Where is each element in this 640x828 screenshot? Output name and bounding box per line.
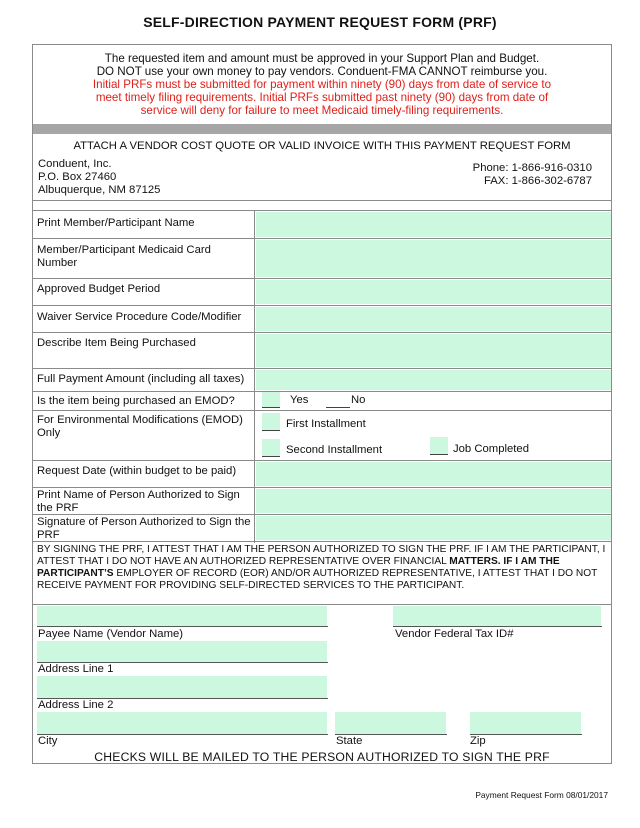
vendor-address-city: Albuquerque, NM 87125: [38, 184, 161, 196]
notice-red-line-1: Initial PRFs must be submitted for payment within ninety (90) days from date of service to: [92, 78, 552, 91]
waiver-code-label: Waiver Service Procedure Code/Modifier: [37, 311, 242, 323]
vendor-address-name: Conduent, Inc.: [38, 158, 112, 170]
authorized-signature-label: Signature of Person Authorized to Sign the PRF: [37, 516, 251, 541]
emod-no-checkbox[interactable]: [326, 392, 350, 408]
state-input[interactable]: [335, 712, 446, 734]
city-underline: [37, 734, 328, 735]
row-divider: [32, 487, 612, 488]
contact-info: [473, 162, 592, 188]
payment-amount-label: Full Payment Amount (including all taxes): [37, 373, 245, 385]
section-divider-bar: [33, 124, 611, 134]
member-name-label: Print Member/Participant Name: [37, 217, 195, 229]
emod-question-label: Is the item being purchased an EMOD?: [37, 395, 235, 407]
divider: [32, 210, 612, 211]
vendor-address-box: P.O. Box 27460: [38, 171, 117, 183]
second-installment-checkbox[interactable]: [262, 439, 280, 457]
notice-block: [33, 52, 611, 117]
payment-amount-input[interactable]: [256, 370, 611, 390]
row-divider: [32, 238, 612, 239]
job-completed-label: Job Completed: [453, 443, 529, 455]
fax-number: FAX: 1-866-302-6787: [483, 175, 592, 187]
row-divider: [32, 460, 612, 461]
zip-input[interactable]: [470, 712, 581, 734]
address-line-1-input[interactable]: [37, 641, 327, 662]
notice-line-2: DO NOT use your own money to pay vendors. Conduent-FMA CANNOT reimburse you.: [96, 65, 548, 78]
attestation-bold: MATTERS. IF I AM THE PARTICIPANT’S: [37, 556, 560, 579]
authorized-signature-input[interactable]: [256, 516, 611, 540]
emod-yes-checkbox[interactable]: [262, 392, 280, 408]
budget-period-input[interactable]: [256, 280, 611, 304]
divider: [32, 200, 612, 201]
row-divider: [32, 305, 612, 306]
phone-number: Phone: 1-866-916-0310: [472, 162, 592, 174]
attestation-part-2: EMPLOYER OF RECORD (EOR) AND/OR AUTHORIZED REPRESENTATIVE, I ATTEST THAT I DO NOT RECEIVE PAYMENT FOR PROVIDING SELF-DIRECTED SERVICES TO THE PARTICIPANT.: [37, 568, 598, 591]
row-divider: [32, 278, 612, 279]
emod-no-label: No: [351, 394, 366, 406]
address-line-2-input[interactable]: [37, 676, 327, 698]
second-installment-label: Second Installment: [286, 444, 383, 456]
job-completed-checkbox[interactable]: [430, 437, 448, 455]
payee-name-underline: [37, 626, 328, 627]
emod-yes-label: Yes: [290, 394, 309, 406]
payee-name-input[interactable]: [37, 606, 327, 626]
medicaid-card-input[interactable]: [256, 240, 611, 277]
first-installment-checkbox[interactable]: [262, 413, 280, 431]
first-installment-label: First Installment: [286, 418, 366, 430]
divider: [32, 604, 612, 605]
medicaid-card-label: Member/Participant Medicaid Card Number: [37, 244, 211, 269]
notice-red-line-3: service will deny for failure to meet Medicaid timely-filing requirements.: [140, 104, 504, 117]
tax-id-underline: [393, 626, 602, 627]
budget-period-label: Approved Budget Period: [37, 283, 161, 295]
attestation-text: [37, 544, 609, 592]
row-divider: [32, 368, 612, 369]
row-divider: [32, 391, 612, 392]
address-line-1-label: Address Line 1: [38, 663, 114, 675]
waiver-code-input[interactable]: [256, 307, 611, 331]
city-label: City: [38, 735, 58, 747]
row-divider: [32, 332, 612, 333]
member-name-input[interactable]: [256, 212, 611, 237]
notice-line-1: The requested item and amount must be approved in your Support Plan and Budget.: [104, 52, 540, 65]
tax-id-input[interactable]: [393, 606, 601, 626]
authorized-name-input[interactable]: [256, 489, 611, 513]
form-title: SELF-DIRECTION PAYMENT REQUEST FORM (PRF): [143, 14, 497, 30]
attach-instruction: ATTACH A VENDOR COST QUOTE OR VALID INVOICE WITH THIS PAYMENT REQUEST FORM: [73, 140, 571, 152]
form-version-footer: Payment Request Form 08/01/2017: [475, 790, 608, 800]
checks-mailed-note: CHECKS WILL BE MAILED TO THE PERSON AUTHORIZED TO SIGN THE PRF: [94, 750, 550, 764]
row-divider: [32, 410, 612, 411]
emod-only-label: For Environmental Modifications (EMOD) Only: [37, 414, 243, 439]
tax-id-label: Vendor Federal Tax ID#: [395, 628, 514, 640]
address-line-2-label: Address Line 2: [38, 699, 114, 711]
vendor-address: [38, 158, 160, 197]
zip-underline: [470, 734, 582, 735]
column-divider: [254, 210, 255, 543]
attestation-part-1: BY SIGNING THE PRF, I ATTEST THAT I AM THE PERSON AUTHORIZED TO SIGN THE PRF. IF I AM THE PARTICIPANT, I ATTEST THAT I DO NOT HAVE AN AUTHORIZED REPRESENTATIVE OVER FINANCIAL: [37, 544, 606, 567]
item-description-input[interactable]: [256, 334, 611, 367]
item-description-label: Describe Item Being Purchased: [37, 337, 196, 349]
request-date-label: Request Date (within budget to be paid): [37, 465, 237, 477]
city-input[interactable]: [37, 712, 327, 734]
notice-red-line-2: meet timely filing requirements. Initial PRFs submitted past ninety (90) days from date of: [95, 91, 549, 104]
state-label: State: [336, 735, 363, 747]
authorized-name-label: Print Name of Person Authorized to Sign the PRF: [37, 489, 240, 514]
payee-name-label: Payee Name (Vendor Name): [38, 628, 184, 640]
request-date-input[interactable]: [256, 462, 611, 486]
zip-label: Zip: [470, 735, 486, 747]
